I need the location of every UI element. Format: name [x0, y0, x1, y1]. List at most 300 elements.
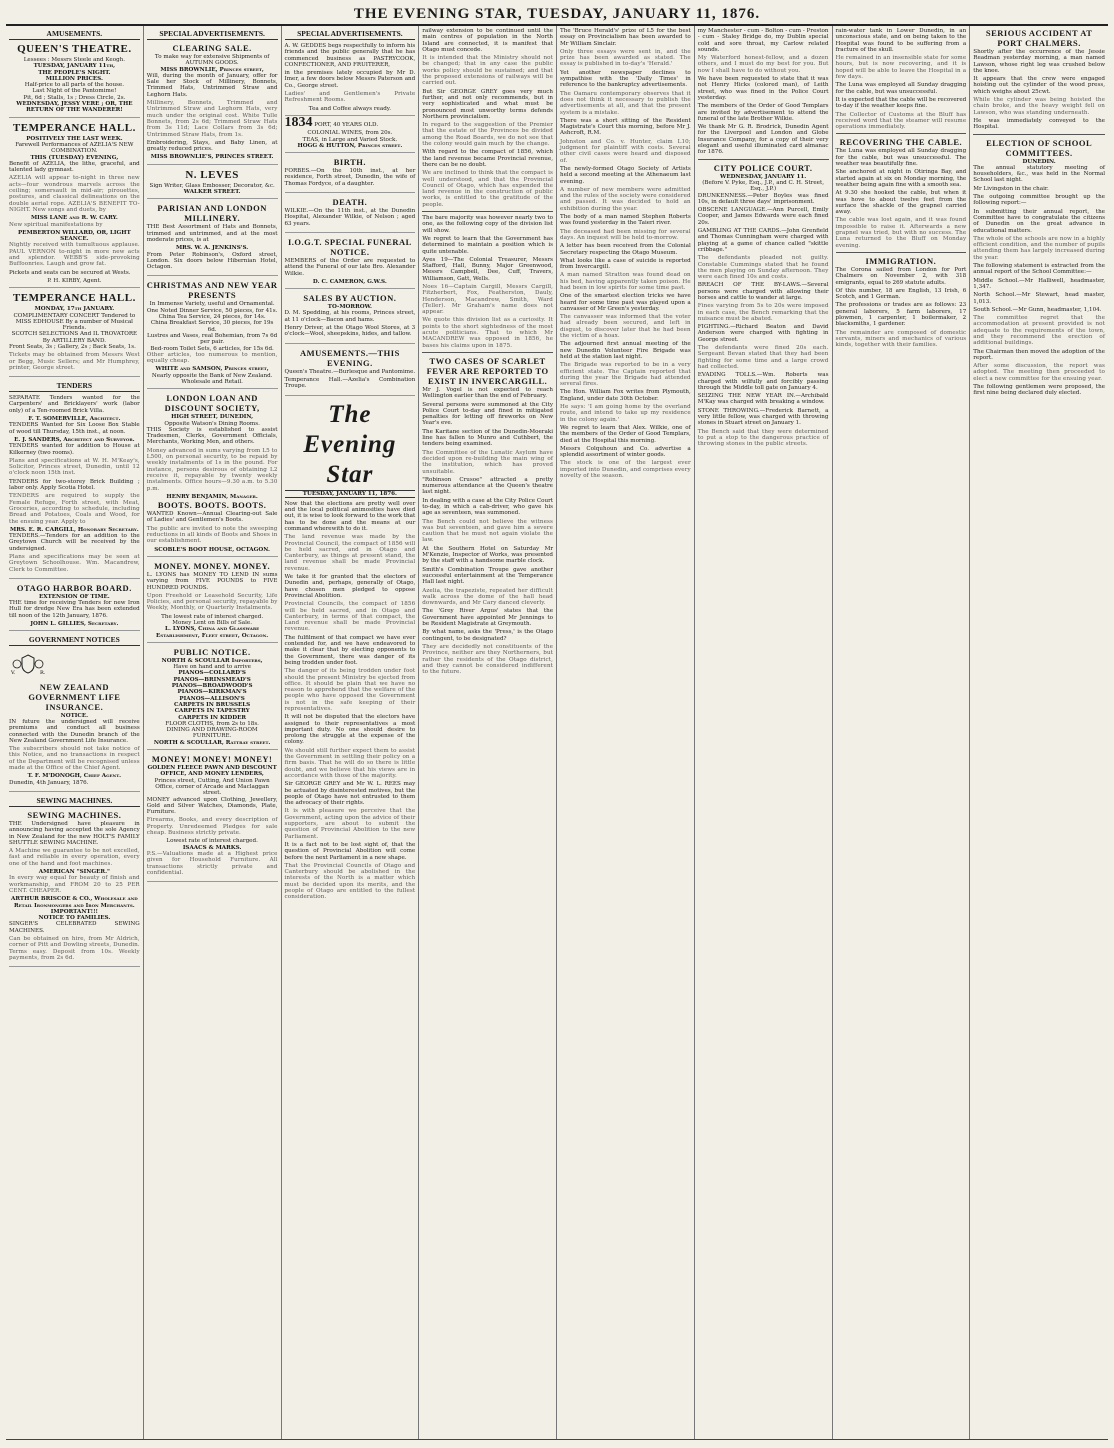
ad-line: MONDAY, 17th JANUARY.	[34, 306, 115, 313]
ad-body-text: Plans and specifications may be seen at Greytown Schoolhouse. Wm. Macandrew, Clerk to Committee.	[9, 554, 140, 573]
ad-line: Pit, 6d ; Stalls, 1s ; Dress Circle, 2s.	[23, 94, 126, 101]
column-4	[419, 26, 557, 1439]
ad-line: in the premises lately occupied by Mr D. Imer, a few doors below Messrs Paterson and Co., George street.	[284, 70, 416, 89]
news-body-text: My Waterford honest-fellow, and a dozen others, and I must do my best for you. But now I shall have to do without you.	[697, 55, 829, 74]
editorial-body-text: The land revenue was made by the Provincial Council, the compact of 1856 will be held sacred, and in Otago and Canterbury, as things at present stand, the land revenue shall be made Provincial revenue.	[284, 534, 416, 572]
news-paragraph: The 'Grey River Argus' states that the Government have appointed Mr Jennings to be Resident Magistrate at Greymouth.	[422, 608, 553, 628]
ad-line: MRS. W. A. JENKINS'S.	[175, 245, 249, 252]
notice-birth	[285, 157, 416, 193]
ad-line: Opposite Watson's Dining Rooms.	[164, 420, 260, 427]
ad-title: AMUSEMENTS.—THIS EVENING.	[299, 347, 400, 368]
ad-line: NORTH & SCOULLAR, Rattray street.	[153, 739, 271, 746]
ad-line: D. C. CAMERON, G.W.S.	[312, 278, 387, 285]
court-body-text: The defendants pleaded not guilty. Constable Cummings stated that he found the men playing on Sunday afternoon. They were each fined 10s and costs.	[697, 255, 829, 281]
news-paragraph: We have been requested to state that it was not Henry Hicks (colored man), of Leith street, who was fined in the Police Court yesterday.	[697, 76, 829, 101]
news-paragraph: The Chairman then moved the adoption of the report.	[973, 348, 1105, 361]
column-3	[282, 26, 420, 1439]
news-paragraph: In dealing with a case at the City Police Court to-day, in which a cab-driver, who gave his age as seventeen, was summoned.	[422, 497, 553, 517]
ad-line: WALKER STREET.	[183, 189, 241, 196]
ad-body-text: Nightly received with tumultuous applause. PAUL VERNON to-night in more new acts and splendor. WEBB'S side-provoking Buffoonries. Laugh and grow fat.	[9, 242, 140, 268]
ad-line: TUESDAY, JANUARY 11th,	[33, 63, 116, 70]
ad-line: Front Seats, 3s ; Gallery, 2s ; Back Seats, 1s.	[9, 343, 136, 350]
ad-title: LONDON LOAN AND DISCOUNT SOCIETY,	[164, 393, 260, 414]
news-subhead: DUNEDIN.	[1022, 158, 1056, 165]
ad-line: CARPETS IN KIDDER	[178, 714, 247, 721]
ad-line: Princes street, Cutting, And Union Pawn Office, corner of Arcade and Maclaggan street.	[154, 777, 270, 797]
news-paragraph: The following statement is extracted from the annual report of the School Committee:—	[973, 263, 1105, 276]
court-paragraph: GAMBLING AT THE CARDS.—John Grenfield and Thomas Cunningham were charged with playing at a game of chance called "skittle cribbage."	[697, 228, 829, 253]
news-body-text: He remained in an insensible state for some hours, but is now recovering, and it is hoped will be able to leave the Hospital in a few days.	[835, 55, 967, 81]
ad-line: MRS. E. R. CARGILL, Honorary Secretary.	[10, 526, 139, 533]
ad-line: L. LYONS has MONEY TO LEND IN sums varying from FIVE POUNDS to FIVE HUNDRED POUNDS.	[146, 571, 278, 591]
court-paragraph: EVADING TOLLS.—Wm. Roberts was charged with wilfully and forcibly passing through the Middle toll gate on January 4.	[697, 372, 829, 391]
amusements-header: AMUSEMENTS.	[9, 29, 140, 40]
ad-title: SEWING MACHINES.	[27, 809, 122, 820]
flag-date: TUESDAY, JANUARY 11, 1876.	[285, 490, 416, 498]
ad-line: MILLION PRICES.	[45, 75, 103, 82]
news-paragraph: The outgoing committee brought up the following report:—	[973, 194, 1105, 207]
ad-line: THE time for receiving Tenders for new Iron Hull for dredge New Era has been extended till noon of the 12th January, 1876.	[9, 600, 140, 619]
news-paragraph: The 'Bruce Herald's' prize of L5 for the best essay on Provincialism has been awarded to Mr William Sinclair.	[560, 28, 691, 47]
ad-line: One Noted Dinner Service, 50 pieces, for 41s.	[146, 307, 278, 314]
ad-line: A. W. GEDDES begs respectfully to inform his friends and the public generally that he has commenced business as PASTRYCOOK, CONFECTIONER, AND FRUITERER,	[284, 43, 416, 68]
ad-line: Benefit of AZELIA, the lithe, graceful, and talented lady gymnast.	[9, 160, 140, 174]
news-paragraph: At the Southern Hotel on Saturday Mr M'Kenzie, Inspector of Works, was presented by the staff with a handsome marble clock.	[422, 545, 553, 565]
ad-line: THE Undersigned have pleasure in announcing having accepted the sole Agency in New Zealand for the new HOLT'S FAMILY SHUTTLE SEWING MACHINE.	[9, 820, 140, 846]
ad-body-text: AZELIA will appear to-night in three new acts—four wondrous marvels across the ceiling; somersault in mid-air; pirouettes, postures, and classical delineations on the double aerial rope. AZELIA'S BENEFIT TO-NIGHT. New songs and duets, by	[9, 175, 140, 213]
news-body-text: Johnston and Co. v. Hunter, claim L10; judgment for plaintiff with costs. Several other civil cases were heard and disposed of.	[560, 138, 691, 164]
editorial-body-text: The danger of its being trodden under foot should the present Ministry be ejected from office. It should be plain that we have no reason to apprehend that the welfare of the people who have opposed the Government is not in the safe keeping of their representatives.	[284, 668, 416, 712]
news-paragraph: Mr J. Vogel is not expected to reach Wellington earlier than the end of February.	[422, 386, 553, 400]
news-body-text: In regard to the suggestion of the Premier that the estate of the Provinces be divided among the Road Boards, we do not see that the colony would gain much by the change.	[422, 122, 553, 148]
news-body-text: After some discussion, the report was adopted. The meeting then proceeded to elect a new committee for the ensuing year.	[973, 363, 1105, 382]
ad-line: TENDERS Wanted for Six Loose Box Stable of wood till Thursday, 15th inst., at noon.	[9, 422, 140, 435]
news-body-text: The Collector of Customs at the Bluff has received word that the steamer will resume operations immediately.	[835, 111, 967, 131]
news-paragraph: The members of the Order of Good Templars are invited by advertisement to attend the funeral of the late Brother Wilkie.	[697, 103, 829, 122]
ad-line: FLOOR CLOTHS, from 2s to 18s.	[165, 720, 259, 727]
ad-line: TENDERS wanted for addition to House at Kilkerney (two rooms).	[9, 443, 140, 456]
ad-title: TEMPERANCE HALL.	[12, 292, 136, 305]
court-body-text: Fines varying from 5s to 20s were imposed in each case, the Bench remarking that the nuisance must be abated.	[697, 303, 829, 322]
ad-line: CARPETS IN TAPESTRY	[174, 708, 250, 715]
news-paragraph: Several persons were summoned at the City Police Court to-day and fined in mitigated penalties for letting off fireworks on New Year's eve.	[422, 401, 553, 427]
masthead-title: THE EVENING STAR, TUESDAY, JANUARY 11, 1876.	[353, 5, 761, 22]
ad-line: Lessees : Messrs Steele and Keogh.	[23, 57, 126, 63]
ad-line: The lowest rate of interest charged.	[161, 613, 264, 620]
ad-line: MEMBERS of the Order are requested to attend the Funeral of our late Bro. Alexander Wilkie.	[284, 257, 416, 277]
ad-line: SINGER'S CELEBRATED SEWING MACHINES.	[9, 921, 140, 934]
news-paragraph: There was a short sitting of the Resident Magistrate's Court this morning, before Mr J. Ashcroft, R.M.	[560, 117, 691, 137]
ad-title: N. LEVES	[185, 168, 239, 181]
news-paragraph: The adjourned first annual meeting of the new Dunedin Volunteer Fire Brigade was held at the station last night.	[560, 341, 691, 360]
ad-line: MONEY advanced upon Clothing, Jewellery, Gold and Silver Watches, Diamonds, Plate, Furniture.	[146, 796, 278, 816]
court-body-text: The Bench said that they were determined to put a stop to the dangerous practice of throwing stones in the public streets.	[697, 428, 829, 448]
news-paragraph: Of this number, 18 are English, 13 Irish, 6 Scotch, and 1 German.	[835, 287, 967, 301]
ad-line: TENDERS.—Tenders for an addition to the Greytown Church will be received by the undersigned.	[9, 533, 140, 552]
tenders-header: TENDERS	[9, 381, 140, 392]
ad-title: CLEARING SALE.	[172, 43, 252, 53]
ad-line: Tea and Coffee always ready.	[308, 105, 391, 112]
ad-line: D. M. Spedding, at his rooms, Princes street, at 11 o'clock—Bacon and hams.	[284, 310, 416, 323]
news-body-text: He says: 'I am going home by the overland route, and intend to take up my residence in the colony again.'	[560, 404, 691, 423]
ad-title: PARISIAN AND LONDON MILLINERY.	[157, 203, 267, 224]
ad-hogg-hutton	[284, 114, 416, 153]
news-body-text: We quote this division list as a curiosity. It points to the short sightedness of the most acute politicians. That to which Mr MACANDREW was opposed in 1856, he bases his claims upon in 1875.	[422, 317, 553, 349]
ad-line: PORT, 40 YEARS OLD.	[314, 121, 379, 128]
editorial-paragraph: It is a fact not to be lost sight of, that the question of Provincial Abolition will come before the next Parliament in a new shape.	[284, 841, 416, 861]
news-body-text: The Bench could not believe the witness was but seventeen, and gave him a severe caution that he must not again violate the law.	[422, 518, 553, 544]
news-body-text: The Brigade was reported to be in a very efficient state. The Captain reported that during the year the Brigade had attended several fires.	[560, 362, 691, 388]
editorial-body-text: We should still further expect them to assist the Government in settling their policy on a firm basis. That he will do so there is little doubt, and we believe that his views are in accordance with those of the majority.	[284, 747, 416, 779]
column-8	[970, 26, 1108, 1439]
ad-title: PUBLIC NOTICE.	[173, 646, 251, 657]
ad-line: Queen's Theatre.—Burlesque and Pantomime.	[284, 368, 416, 375]
news-paragraph: By what name, asks the 'Press,' is the Otago contingent, to be designated?	[422, 629, 553, 642]
ad-line: EXTENSION OF TIME.	[39, 593, 110, 600]
ad-line: COLONIAL WINES, from 20s.	[307, 130, 393, 137]
court-paragraph: BREACH OF THE BY-LAWS.—Several persons were charged with allowing their horses and cattle to wander at large.	[697, 282, 829, 301]
news-subhead: (Before V. Pyke, Esq., J.P., and C. H. Street, Esq., J.P.)	[702, 179, 825, 193]
ad-line: TEAS, in Large and Varied Stock.	[302, 136, 398, 143]
news-body-text: The whole of the schools are now in a highly efficient condition, and the number of pupils attending them has largely increased during the year.	[973, 235, 1105, 261]
news-body-text: The stock is one of the largest ever imported into Dunedin, and comprises every novelty of the season.	[560, 460, 691, 479]
ad-line: THE Best Assortment of Hats and Bonnets, trimmed and untrimmed, and at the most moderate prices, is at	[146, 224, 278, 243]
news-body-text: The deceased had been missing for several days. An inquest will be held to-morrow.	[560, 228, 691, 241]
news-headline: SERIOUS ACCIDENT AT PORT CHALMERS.	[985, 28, 1093, 48]
ad-body-text: Firearms, Books, and every description of Property. Unredeemed Pledges for sale cheap. Business strictly private.	[146, 817, 278, 837]
ad-line: GOLDEN FLEECE PAWN AND DISCOUNT OFFICE, AND MONEY LENDERS,	[147, 765, 277, 778]
ad-line: IN future the undersigned will receive premiums and conduct all business connected with the Dunedin branch of the New Zealand Government Life Insurance.	[9, 718, 140, 744]
ad-title: TEMPERANCE HALL.	[12, 121, 136, 134]
ad-line: DINING AND DRAWING-ROOM FURNITURE.	[166, 727, 258, 740]
ad-public-notice	[147, 647, 278, 750]
ad-line: Will, during the month of January, offer for Sale her Stock of Millinery, Bonnets, Trimmed Hats, Untrimmed Straw and Leghorn Hats.	[146, 72, 278, 98]
news-headline: RECOVERING THE CABLE.	[839, 137, 963, 148]
ad-line: MISS LANE and R. W. CARY.	[30, 215, 118, 222]
news-subhead: WEDNESDAY, JANUARY 11.	[720, 173, 807, 180]
svg-text:V.: V.	[11, 670, 16, 677]
editorial-paragraph: We take it for granted that the electors of Dunedin and, perhaps, generally of Otago, have chosen men pledged to oppose Provincial Abolition.	[284, 574, 416, 599]
ad-golden-fleece	[147, 754, 278, 882]
ad-body-text: In every way equal for beauty of finish and workmanship, and FROM 20 to 25 PER CENT. CHEAPER.	[9, 875, 140, 894]
ad-line: IMPORTANT!!!	[50, 908, 99, 915]
ad-line: THIS (TUESDAY) EVENING,	[30, 154, 119, 161]
news-body-text: The Committee of the Lunatic Asylum have decided upon re-building the main wing of the institution, which has proved unsuitable.	[422, 449, 553, 475]
news-paragraph: The Karitane section of the Dunedin-Moeraki line has fallen to Munro and Cuthbert, the tenders being examined.	[422, 428, 553, 448]
news-paragraph: It appears that the crew were engaged hoisting out the cylinder of the wood press, which weighs about 25cwt.	[973, 76, 1105, 95]
ad-line: Farewell Performances of AZELIA'S NEW COMBINATION.	[15, 141, 134, 155]
court-paragraph: STONE THROWING.—Frederick Barnett, a very little fellow, was charged with throwing stones in Stuart street on January 1.	[697, 407, 829, 427]
editorial-paragraph: The fulfilment of that compact we have ever contended for, and we have endeavored to make it clear that by electing opponents to the Government, there was danger of its being trodden under foot.	[284, 634, 416, 666]
column-5	[557, 26, 695, 1439]
news-paragraph: We thank Mr G. R. Brodrick, Dunedin Agent for the Liverpool and London and Globe Insurance Company, for a copy of their very elegant and useful illuminated card almanac for 1876.	[697, 124, 829, 156]
ad-title: I.O.G.T. SPECIAL FUNERAL NOTICE.	[287, 236, 412, 257]
ad-line: From Peter Robinson's, Oxford street, London. Six doors below Hibernian Hotel, Octagon.	[146, 251, 278, 271]
news-paragraph: North School.—Mr Stewart, head master, 1,013.	[973, 292, 1105, 305]
ad-geddes	[285, 43, 416, 116]
ad-line: PIANOS—COLLARD'S	[178, 670, 246, 677]
ad-body-text: Can be obtained on hire, from Mr Aldrich, corner of Pitt and Dowling streets, Dunedin. Terms easy. Deposit from 10s. Weekly payments, from 2s 6d.	[9, 935, 140, 961]
ad-queens-theatre	[9, 43, 140, 118]
news-paragraph: Ayes 19—The Colonial Treasurer, Messrs Stafford, Hall, Bunny, Major Greenwood, Messrs Campbell, Dee, Cuff, Travers, Williamson, Gatt, Wells.	[422, 256, 553, 282]
editorial-body-text: It is with pleasure we perceive that the Government, acting upon the advice of their supporters, are about to submit the question of Provincial Abolition to the new Parliament.	[284, 808, 416, 840]
notice-amusements	[285, 348, 416, 396]
ad-title: SALES BY AUCTION.	[303, 293, 397, 304]
ad-line: Sign Writer, Glass Embosser, Decorator, &c.	[149, 182, 275, 189]
year-1834: 1834	[284, 114, 313, 130]
news-headline: IMMIGRATION.	[865, 255, 937, 266]
ad-body-text: Ladies' and Gentlemen's Private Refreshment Rooms.	[284, 91, 416, 104]
ad-line: JOHN L. GILLIES, Secretary.	[30, 621, 119, 628]
ad-body-text: A Machine we guarantee to be not excelled, fast and reliable in every operation, every one of the hand and foot machines.	[9, 848, 140, 867]
column-7	[833, 26, 971, 1439]
news-paragraph: The annual statutory meeting of householders, &c., was held in the Normal School last night.	[973, 164, 1105, 184]
news-paragraph: We regret to learn that the Government has determined to maintain a position which is quite untenable.	[422, 235, 553, 255]
ad-line: Money Lent on Bills of Sale.	[172, 620, 252, 626]
court-paragraph: SEIZING THE NEW YEAR IN.—Archibald M'Kay was charged with breaking a window.	[697, 393, 829, 406]
ad-title: BOOTS. BOOTS. BOOTS.	[157, 500, 267, 511]
ad-line: Temperance Hall.—Azelia's Combination Troupe.	[284, 376, 416, 390]
news-paragraph: South School.—Mr Gunn, headmaster, 1,104.	[973, 306, 1102, 313]
ad-line: WILKIE.—On the 11th inst., at the Dunedin Hospital, Alexander Wilkie, of Nelson ; aged 63 years.	[284, 208, 416, 227]
ad-line: NOTICE TO FAMILIES.	[38, 915, 111, 922]
news-paragraph: The body of a man named Stephen Roberts was found yesterday in the Taieri river.	[560, 214, 691, 227]
ad-line: WEDNESDAY, JESSY VERE ; OR, THE RETURN OF THE WANDERER!	[16, 101, 133, 114]
news-body-text: While the cylinder was being hoisted the chain broke, and the heavy weight fell on Lawson, who was standing underneath.	[973, 97, 1105, 116]
news-paragraph: my Manchester - cum - Bolton - cum - Preston - cum - Staley Bridge do, my Dublin special cold and sore throat, my Carlow related sounds.	[697, 28, 829, 53]
news-paragraph: The bare majority was however nearly two to one, as the following copy of the division list will show.	[422, 215, 553, 234]
news-paragraph: A letter has been received from the Colonial Secretary respecting the Otago Museum.	[560, 243, 691, 256]
news-body-text: The Oamaru contemporary observes that it does not think it necessary to publish the advertisements at all, and that the present system is a mistake.	[560, 90, 691, 116]
editorial-paragraph: It will not be disputed that the electors have assigned to their representatives a most important duty. No one should desire to prolong the struggle at the expense of the colony.	[284, 714, 416, 746]
ad-loan-society	[147, 393, 278, 557]
ad-line: In Immense Variety, useful and Ornamental.	[149, 301, 275, 308]
ad-body-text: New spiritual manifestations by	[9, 221, 103, 228]
news-body-text: The canvasser was informed that the voter had already been secured, and left in disgust, to discover later that he had been the victim of a hoax.	[560, 314, 691, 340]
news-paragraph: Shortly after the occurrence of the Jessie Readman yesterday morning, a man named Lawson, whose right leg was crushed below the knee.	[973, 49, 1105, 74]
ad-line: P. H. KIRBY, Agent.	[47, 277, 102, 284]
ad-leves	[147, 169, 278, 200]
ad-title: DEATH.	[332, 197, 368, 208]
column-1	[6, 26, 144, 1439]
ad-line: China Breakfast Service, 30 pieces, for 19s 6d.	[150, 320, 274, 333]
ad-line: TENDERS for two-storey Brick Building ; labor only. Apply Scotia Hotel.	[9, 478, 140, 492]
news-paragraph: What looks like a case of suicide is reported from Invercargill.	[560, 257, 691, 271]
court-paragraph: DRUNKENNESS.—Peter Boyles was fined 10s, in default three days' imprisonment.	[697, 192, 829, 205]
ad-line: Have on hand and to arrive	[173, 664, 251, 671]
royal-arms-icon	[9, 652, 47, 676]
masthead	[6, 4, 1108, 26]
ad-line: PEMBERTON WILLARD, OR, LIGHT SEANCE.	[17, 229, 131, 243]
ad-title: MONEY. MONEY. MONEY.	[154, 560, 271, 571]
ad-line: Nearly opposite the Bank of New Zealand.	[151, 372, 273, 379]
news-paragraph: The Luna was employed all Sunday dragging for the cable, but was unsuccessful.	[835, 82, 967, 95]
ad-line: SCOTCH SELECTIONS And IL TROVATORE By ARTILLERY BAND.	[11, 331, 138, 344]
editorial-body-text: Provincial Councils, the compact of 1856 will be held sacred, and in Otago and Canterbury, in terms of that compact, the Land revenue shall be made Provincial revenue.	[284, 601, 416, 633]
ad-body-text: Other articles, too numerous to mention, equally cheap.	[146, 351, 278, 365]
ad-line: ARTHUR BRISCOE & CO., Wholesale and Retail Ironmongers and Iron Merchants.	[11, 896, 138, 909]
ad-line: POSITIVELY THE LAST WEEK.	[26, 135, 123, 142]
news-paragraph: The following gentlemen were proposed, the first nine being declared duly elected.	[973, 384, 1105, 397]
news-paragraph: With regard to the compact of 1856, which the land revenue became Provincial revenue, there can be no doubt.	[422, 149, 553, 168]
ad-line: HIGH STREET, DUNEDIN,	[171, 414, 254, 421]
special-advertisements-header: SPECIAL ADVERTISEMENTS.	[285, 29, 416, 40]
ad-line: THE PEOPLE'S NIGHT.	[38, 69, 111, 76]
ad-line: AMERICAN "SINGER."	[38, 869, 110, 876]
ad-line: FORBES.—On the 10th inst., at her residence, Forth street, Dunedin, the wife of Thomas Fordyce, of a daughter.	[284, 168, 416, 187]
ad-lyons-money	[147, 561, 278, 643]
ad-body-text: The public are invited to note the sweeping reductions in all kinds of Boots and Shoes in our establishment.	[146, 525, 278, 545]
news-body-text: Azelia, the trapeziste, repeated her difficult walk across the dome of the hall head downwards, and Mr Cary danced cleverly.	[422, 587, 553, 607]
ad-tenders	[9, 395, 140, 579]
ad-line: CARPETS IN BRUSSELS	[174, 701, 251, 708]
news-body-text: The committee regret that the accommodation at present provided is not adequate to the requirements of the town, and they recommend the erection of additional buildings.	[973, 315, 1105, 347]
news-paragraph: The newly-formed Otago Society of Artists held a second meeting at the Athenaeum last evening.	[560, 165, 691, 185]
ad-line: PIANOS—ALLISON'S	[179, 695, 245, 702]
ad-line: Lowest rate of interest charged.	[166, 838, 258, 845]
ad-line: PIANOS—KIRKMAN'S	[177, 689, 247, 696]
ad-line: Bed-room Toilet Sets, 6 articles, for 15s 6d.	[150, 345, 274, 352]
ad-line: NOTICE.	[60, 712, 89, 719]
news-paragraph: At 9.30 she hooked the cable, but when it was hove to about twelve feet from the surface the shackle of the grapnel carried away.	[835, 190, 967, 216]
ad-body-text: TENDERS are required to supply the Female Refuge, Forth street, with Meat, Groceries, according to schedule, including Bread and Potatoes, Coals and Wood, for the ensuing year. Apply to	[9, 493, 140, 525]
ad-line: Henry Driver, at the Otago Wool Stores, at 3 o'clock—Wool, sheepskins, hides, and tallow.	[284, 325, 416, 338]
news-body-text: We are inclined to think that the compact is well understood, and that the Provincial Council of Otago, which has expended the land revenue in the construction of public works, is entitled to the gratitude of the people.	[422, 170, 553, 208]
newspaper-flag: The Evening Star	[303, 400, 397, 488]
news-body-text: Only three essays were sent in, and the prize has been awarded as stated. The essay is published in to-day's 'Herald.'	[560, 48, 691, 68]
news-body-text: It is intended that the Ministry should not be changed; that in any case the public works policy should be sustained; and that the proposed extensions of railways will be carried out.	[422, 55, 553, 87]
column-2	[144, 26, 282, 1439]
news-body-text: The cable was lost again, and it was found impossible to raise it. Afterwards a new grapnel was tried, but with no success. The Luna returned to the Bluff on Monday evening.	[835, 217, 967, 249]
ad-body-text: Plans and specifications at W. H. M'Keay's, Solicitor, Princes street, Dunedin, until 12 o'clock noon 15th inst.	[9, 457, 140, 477]
news-body-text: They are decidedly not constituents of the Province, neither are they Northerners, but rather the residents of the Otago district, and they cannot be considered indifferent to the future.	[422, 643, 553, 676]
ad-line: TO-MORROW.	[327, 304, 372, 311]
ad-line: THIS Society is established to assist Tradesmen, Clerks, Government Officials, Merchants, Working Men, and others.	[146, 426, 278, 446]
news-paragraph: rain-water tank in Lower Dunedin, in an unconscious state, and on being taken to the Hospital was found to be suffering from a fracture of the skull.	[835, 28, 967, 53]
news-paragraph: In submitting their annual report, the Committee have to congratulate the citizens of Dunedin on the great advance in educational matters.	[973, 208, 1105, 234]
column-6	[695, 26, 833, 1439]
news-paragraph: She anchored at night in Otiringa Bay, and started again at six on Monday morning, the weather being again fine with a smooth sea.	[835, 169, 967, 188]
notice-auctions	[285, 293, 416, 343]
ad-line: To make way for extensive Shipments of AUTUMN GOODS.	[154, 54, 270, 67]
ad-line: HENRY BENJAMIN, Manager.	[166, 493, 258, 500]
ad-body-text: P.S.—Valuations made at a Highest price given for Household Furniture. All transactions strictly private and confidential.	[146, 850, 278, 876]
news-paragraph: Middle School.—Mr Halliwell, headmaster, 1,347.	[973, 277, 1105, 290]
news-paragraph: The professions or trades are as follows: 23 general laborers, 5 farm laborers, 17 plowmen, 1 carpenter, 1 boilermaker, 2 blacksmiths, 1 gardener.	[835, 302, 967, 328]
ad-line: China Tea Service, 24 pieces, for 14s.	[158, 314, 266, 321]
government-notices-header: GOVERNMENT NOTICES	[9, 635, 140, 646]
ad-temperance-concert	[9, 292, 140, 377]
ad-line: MISS BROWNLIE'S, PRINCES STREET.	[150, 154, 274, 161]
ad-government-insurance	[9, 649, 140, 792]
ad-title: OTAGO HARBOR BOARD.	[16, 582, 132, 593]
news-paragraph: The Hon. William Fox writes from Plymouth, England, under date 30th October.	[560, 389, 691, 402]
ad-line: HOGG & HUTTON, Princes street.	[297, 142, 403, 149]
ad-line: Lustres and Vases, real Bohemian, from 7s 6d per pair.	[147, 332, 278, 346]
news-paragraph: Mr Livingston in the chair.	[973, 185, 1049, 192]
ad-line: NORTH & SCOULLAR Importers,	[161, 657, 263, 664]
ad-sewing-machines	[9, 810, 140, 967]
ad-line: L. LYONS, China and Glassware Establishment, Fleet street, Octagon.	[156, 626, 269, 639]
editorial-paragraph: Now that the elections are pretty well over and the local political animosities have died out, it is wise to look forward to the work that has to be done and the means at our command wherewith to do it.	[284, 500, 416, 532]
ad-line: Wholesale and Retail.	[181, 378, 243, 385]
ad-line: Half-price to all parts of the house.	[24, 82, 125, 89]
ad-title: BIRTH.	[333, 157, 366, 168]
ad-body-text: Tickets may be obtained from Messrs West or Begg, Music Sellers; and Mr Humphrey, printer, George street.	[9, 352, 140, 371]
ad-line: Dunedin, 4th January, 1876.	[9, 779, 89, 786]
news-paragraph: "Robinson Crusoe" attracted a pretty numerous attendance at the Queen's theatre last night.	[422, 476, 553, 496]
news-paragraph: Messrs Colquhoun and Co. advertise a splendid assortment of winter goods.	[560, 445, 691, 459]
ad-title: NEW ZEALAND GOVERNMENT LIFE INSURANCE.	[28, 681, 121, 712]
ad-line: WANTED Known—Annual Clearing-out Sale of Ladies' and Gentlemen's Boots.	[146, 511, 278, 524]
news-headline: TWO CASES OF SCARLET FEVER ARE REPORTED TO EXIST IN INVERCARGILL.	[426, 355, 549, 386]
notice-funeral	[285, 237, 416, 289]
news-body-text: A number of new members were admitted and the rules of the society were considered and passed. It was decided to hold an exhibition during the year.	[560, 186, 691, 212]
svg-text:R.: R.	[40, 670, 46, 677]
ad-line: SCOBLE'S BOOT HOUSE, OCTAGON.	[154, 546, 271, 553]
columns	[6, 26, 1108, 1440]
notice-death	[285, 197, 416, 233]
ad-body-text: Millinery, Bonnets, Trimmed and Untrimmed Straw and Leghorn Hats, very much under the original cost. White Tulle Bonnets, from 2s 6d; Trimmed Straw Hats from 3s 11d; Lace Collars from 3s 6d; Untrimmed Straw Hats, from 1s.	[146, 100, 278, 138]
editorial-body-text: That the Provincial Councils of Otago and Canterbury should be abolished in the interests of the North is a matter which must be decided upon its merits, and the people of Otago are entitled to the fullest consideration.	[284, 862, 416, 901]
editorial-paragraph: Sir GEORGE GREY and Mr W. L. REES may be actuated by disinterested motives, but the people of Otago have not entrusted to them the advocacy of their rights.	[284, 781, 416, 807]
ad-clearing-sale	[147, 43, 278, 165]
news-paragraph: The Luna was employed all Sunday dragging for the cable, but was unsuccessful. The weather was beautifully fine.	[835, 148, 967, 168]
ad-title: CHRISTMAS AND NEW YEAR PRESENTS	[146, 280, 278, 301]
court-paragraph: OBSCENE LANGUAGE.—Ann Purcell, Emily Cooper, and James Edwards were each fined 20s.	[697, 207, 829, 226]
ad-body-text: Upon Freehold or Leasehold Security, Life Policies, and personal security, repayable by Weekly, Monthly, or Quarterly Instalments.	[146, 592, 278, 612]
ad-line: E. J. SANDERS, Architect and Surveyor.	[14, 436, 135, 443]
ad-line: Embroidering, Stays, and Baby Linen, at greatly reduced prices.	[146, 139, 278, 153]
news-paragraph: Yet another newspaper declines to sympathise with the 'Daily Times' in reference to the bankruptcy advertisements.	[560, 69, 691, 89]
news-paragraph: He was immediately conveyed to the Hospital.	[973, 117, 1105, 131]
news-paragraph: It is expected that the cable will be recovered to-day if the weather keeps fine.	[835, 96, 967, 110]
news-paragraph: The Corona sailed from London for Port Chalmers on November 2, with 318 emigrants, equal to 269 statute adults.	[835, 266, 967, 286]
news-body-text: A man named Stratton was found dead on his bed, having apparently taken poison. He had been in low spirits for some time past.	[560, 272, 691, 291]
editorial	[285, 501, 416, 901]
ad-line: PIANOS—BROADWOOD'S	[171, 683, 253, 690]
ad-line: Last Night of the Pantomime!	[32, 88, 117, 95]
ad-line: SEPARATE Tenders wanted for the Carpenters' and Bricklayers' work (labor only) of a Ten-roomed Brick Villa.	[9, 395, 140, 414]
ad-parisian-millinery	[147, 203, 278, 276]
news-paragraph: One of the smartest election tricks we have heard for some time past was played upon a canvasser of Mr Green's yesterday.	[560, 293, 691, 312]
news-paragraph: railway extension to be continued until the main centres of population in the North Island are connected, it is manifest that Otago must concede.	[422, 28, 553, 53]
ad-line: Pickets and seats can be secured at Wests.	[9, 269, 131, 276]
court-body-text: The defendants were fined 20s each. Sergeant Bevan stated that they had been fighting for some time and a large crowd had collected.	[697, 345, 829, 370]
special-advertisements-header: SPECIAL ADVERTISEMENTS.	[147, 29, 278, 40]
ad-title: QUEEN'S THEATRE.	[17, 43, 132, 55]
news-paragraph: But Sir GEORGE GREY goes very much further, and not only recommends, but in very sophisticated and what must be pronounced most unworthy terms defends Northern provincialism.	[422, 88, 553, 120]
ad-title: MONEY! MONEY! MONEY!	[151, 754, 273, 765]
ad-line: T. F. M'DONOGH, Chief Agent.	[27, 773, 122, 780]
ad-line: MISS BROWNLIE, Princes street,	[160, 66, 264, 73]
news-paragraph: We regret to learn that Alex. Wilkie, one of the members of the Order of Good Templars, died at the Hospital this morning.	[560, 424, 691, 444]
ad-line: PIANOS—BRINSMEAD'S	[173, 676, 251, 683]
ad-temperance-hall	[9, 122, 140, 289]
sewing-machines-header: SEWING MACHINES.	[9, 796, 140, 807]
news-headline: CITY POLICE COURT.	[713, 162, 813, 173]
ad-body-text: Money advanced in sums varying from L5 to L500, on personal security, to be repaid by weekly instalments of 1s in the pound. For instance, persons desirous of obtaining L2 receive it, repayable by twenty weekly instalments. Office hours—9.30 a.m. to 5.30 p.m.	[146, 447, 278, 492]
ad-line: F. T. SOMERVILLE, Architect.	[28, 416, 121, 423]
ad-line: ISAACS & MARKS.	[182, 844, 242, 851]
news-paragraph: Smith's Combination Troupe gave another successful entertainment at the Temperance Hall last night.	[422, 566, 553, 586]
news-body-text: Noes 16—Captain Cargill, Messrs Cargill, Fitzherbert, Fox, Featherston, Dauly, Henderson, Macandrew, Smith, Ward (Teller). Mr Graham's name does not appear.	[422, 283, 553, 316]
ad-christmas-presents	[147, 280, 278, 389]
ad-body-text: The subscribers should not take notice of this Notice, and no transactions in respect of the Department will be recognised unless made at the Office of the Chief Agent.	[9, 746, 140, 772]
news-headline: ELECTION OF SCHOOL COMMITTEES.	[986, 137, 1093, 158]
news-body-text: The remainder are composed of domestic servants, miners and mechanics of various kinds, together with their families.	[835, 329, 967, 349]
ad-harbor-board	[9, 583, 140, 631]
